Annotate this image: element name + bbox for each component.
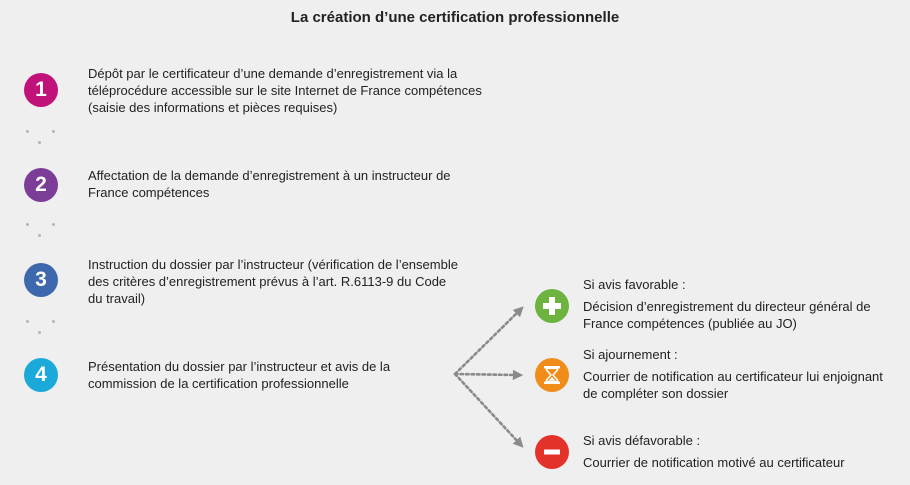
arrow-to-unfavorable [455,374,520,444]
outcome-unfavorable-text: Courrier de notification motivé au certificateur [583,455,845,470]
step-1-text: Dépôt par le certificateur d’une demande d’enregistrement via la téléprocédure accessible sur le site Internet de France compétences (saisie des informations et pièces requises) [88,66,482,115]
diagram-title: La création d’une certification professionnelle [290,9,620,26]
outcome-favorable-heading: Si avis favorable : [583,277,686,292]
plus-icon [535,289,569,323]
minus-icon [535,435,569,469]
step-4-text: Présentation du dossier par l’instructeur et avis de la commission de la certification professionnelle [88,359,391,391]
arrow-to-adjournment [455,374,518,375]
step-2-text: Affectation de la demande d’enregistrement à un instructeur de France compétences [88,168,451,200]
arrow-to-favorable [455,310,520,374]
outcome-adjournment-text: Courrier de notification au certificateur lui enjoignant de compléter son dossier [583,369,883,401]
hourglass-icon [535,358,569,392]
step-3-text: Instruction du dossier par l’instructeur (vérification de l’ensemble des critères d’enregistrement prévus à l’art. R.6113-9 du Code du travail) [88,257,458,306]
outcome-adjournment-heading: Si ajournement : [583,347,678,362]
step-3-number: 3 [35,268,47,291]
step-2-number: 2 [35,173,47,196]
outcome-favorable-text: Décision d’enregistrement du directeur général de France compétences (publiée au JO) [583,299,871,331]
step-1-number: 1 [35,78,47,101]
step-4-number: 4 [35,363,47,386]
outcome-unfavorable-heading: Si avis défavorable : [583,433,701,448]
